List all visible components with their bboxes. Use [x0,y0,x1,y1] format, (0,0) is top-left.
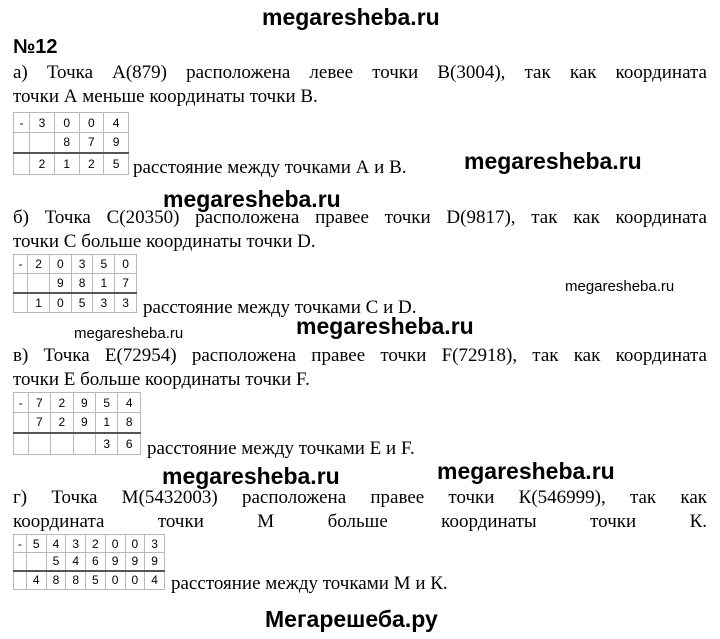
section-c-line1: в) Точка Е(72954) расположена правее точки F(72918), так как координата [13,345,707,366]
grid-digit-cell: 8 [118,413,141,433]
grid-digit-cell: 0 [125,571,145,590]
grid-digit-cell: 8 [46,571,66,590]
grid-digit-cell: 2 [51,413,73,433]
grid-digit-cell: 2 [30,153,55,175]
grid-row [14,133,129,153]
grid-digit-cell: 3 [96,433,118,455]
grid-digit-cell: 9 [145,553,165,571]
grid-digit-cell: 9 [73,413,95,433]
grid-digit-cell: 0 [54,113,79,133]
grid-digit-cell: 2 [28,255,50,274]
distance-note-a: расстояние между точками А и В. [133,157,407,178]
grid-row [14,293,137,313]
grid-sign-cell [14,413,29,433]
grid-digit-cell: 0 [49,255,71,274]
subtraction-grid-b [13,254,137,313]
distance-note-b: расстояние между точками С и D. [143,297,417,318]
grid-digit-cell: 7 [115,274,137,293]
grid-digit-cell: 7 [28,413,50,433]
grid-digit-cell: 4 [104,113,129,133]
grid-row [14,571,165,590]
grid-sign-cell: - [14,535,27,553]
grid-digit-cell: 5 [96,393,118,413]
grid-digit-cell: 0 [105,571,125,590]
grid-digit-cell [28,274,50,293]
grid-row [14,274,137,293]
grid-digit-cell: 3 [145,535,165,553]
grid-digit-cell: 3 [66,535,86,553]
grid-sign-cell: - [14,113,30,133]
grid-digit-cell: 4 [118,393,141,413]
grid-row [14,153,129,175]
grid-digit-cell: 9 [104,133,129,153]
grid-digit-cell: 1 [28,293,50,313]
grid-digit-cell: 4 [66,553,86,571]
section-c-line2: точки Е больше координаты точки F. [13,369,310,390]
watermark-small-left: megaresheba.ru [74,325,184,342]
grid-digit-cell: 6 [86,553,106,571]
grid-digit-cell: 9 [73,393,95,413]
grid-digit-cell: 5 [71,293,93,313]
grid-digit-cell: 7 [28,393,50,413]
grid-row [14,433,141,455]
grid-digit-cell: 0 [125,535,145,553]
grid-sign-cell: - [14,255,28,274]
footer-watermark: Мегарешеба.ру [265,606,438,632]
section-a-line1: а) Точка А(879) расположена левее точки В(3004), так как координата [13,62,707,83]
watermark-b: megaresheba.ru [163,186,341,212]
grid-sign-cell [14,133,30,153]
watermark-a: megaresheba.ru [464,148,642,174]
grid-digit-cell: 5 [86,571,106,590]
grid-digit-cell: 5 [93,255,115,274]
section-b-line1: б) Точка С(20350) расположена правее точки D(9817), так как координата [13,207,707,228]
section-b-line2: точки С больше координаты точки D. [13,231,316,252]
grid-digit-cell: 8 [71,274,93,293]
grid-digit-cell: 8 [54,133,79,153]
watermark-small-right: megaresheba.ru [565,278,675,295]
grid-digit-cell: 7 [79,133,104,153]
grid-digit-cell: 5 [46,553,66,571]
grid-sign-cell [14,571,27,590]
grid-row [14,413,141,433]
grid-digit-cell: 2 [86,535,106,553]
grid-digit-cell: 2 [79,153,104,175]
grid-sign-cell: - [14,393,29,413]
grid-digit-cell: 9 [49,274,71,293]
grid-digit-cell: 4 [46,535,66,553]
grid-digit-cell [26,553,46,571]
grid-digit-cell: 1 [96,413,118,433]
grid-digit-cell: 1 [54,153,79,175]
grid-row [14,393,141,413]
grid-sign-cell [14,553,27,571]
grid-digit-cell: 6 [118,433,141,455]
watermark-top: megaresheba.ru [262,4,440,30]
grid-digit-cell [28,433,50,455]
grid-sign-cell [14,274,28,293]
subtraction-grid-d [13,534,165,590]
distance-note-d: расстояние между точками М и К. [171,573,448,594]
grid-digit-cell: 1 [93,274,115,293]
grid-digit-cell: 0 [115,255,137,274]
grid-digit-cell: 3 [30,113,55,133]
task-number: №12 [13,36,58,58]
grid-digit-cell: 5 [26,535,46,553]
subtraction-grid-a [13,112,129,175]
distance-note-c: расстояние между точками Е и F. [147,438,415,459]
subtraction-grid-c [13,392,141,455]
grid-row [14,255,137,274]
watermark-d-right: megaresheba.ru [437,458,615,484]
grid-digit-cell: 9 [125,553,145,571]
grid-sign-cell [14,153,30,175]
grid-digit-cell [30,133,55,153]
section-d-line2: координата точки М больше координаты точки К. [13,511,707,532]
grid-digit-cell: 3 [71,255,93,274]
grid-digit-cell [73,433,95,455]
grid-sign-cell [14,293,28,313]
grid-digit-cell: 0 [49,293,71,313]
grid-digit-cell: 3 [93,293,115,313]
grid-digit-cell: 8 [66,571,86,590]
grid-row [14,113,129,133]
grid-digit-cell: 5 [104,153,129,175]
grid-digit-cell: 0 [79,113,104,133]
grid-digit-cell: 2 [51,393,73,413]
watermark-d-left: megaresheba.ru [162,463,340,489]
grid-row [14,553,165,571]
grid-sign-cell [14,433,29,455]
watermark-c: megaresheba.ru [296,313,474,339]
grid-digit-cell: 0 [105,535,125,553]
grid-digit-cell: 3 [115,293,137,313]
grid-digit-cell: 4 [26,571,46,590]
grid-digit-cell [51,433,73,455]
section-d-line1: г) Точка М(5432003) расположена правее точки К(546999), так как [13,487,707,508]
section-a-line2: точки А меньше координаты точки В. [13,86,318,107]
grid-row [14,535,165,553]
grid-digit-cell: 4 [145,571,165,590]
grid-digit-cell: 9 [105,553,125,571]
